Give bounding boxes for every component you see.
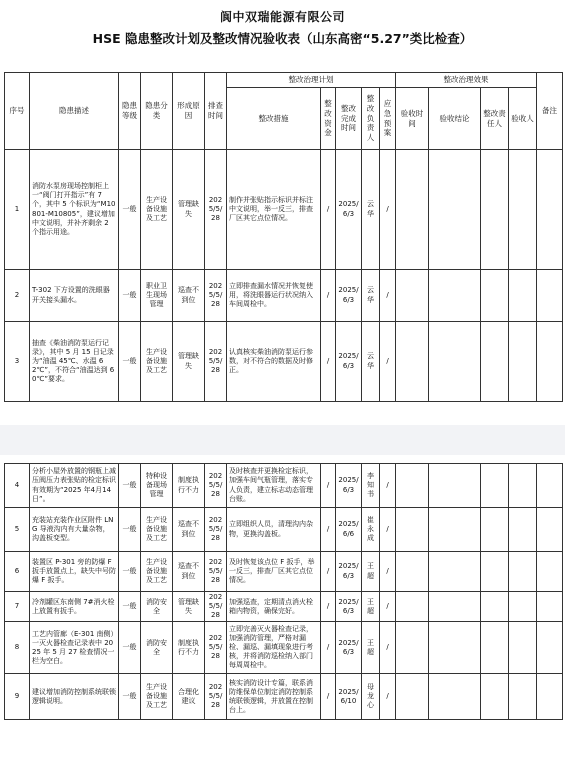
rectification-funds: / — [321, 270, 336, 322]
header-accept-time: 验收时间 — [396, 88, 429, 150]
table-body-page-1 — [5, 150, 563, 402]
accept-conclusion — [429, 552, 481, 592]
header-acceptor: 验收人 — [509, 88, 537, 150]
rectification-funds: / — [321, 322, 336, 402]
accept-conclusion — [429, 622, 481, 674]
acceptor — [509, 552, 537, 592]
check-date: 2025/5/28 — [205, 592, 227, 622]
hazard-category: 特种设备现场管理 — [141, 464, 173, 508]
hazard-category: 消防安全 — [141, 622, 173, 674]
table-row — [5, 464, 563, 508]
rectification-measure: 及时恢复该点位 F 扳手，举一反三，排查厂区其它点位情况。 — [227, 552, 321, 592]
accept-time — [396, 674, 429, 720]
header-emergency: 应急预案 — [380, 88, 396, 150]
check-date: 2025/5/28 — [205, 622, 227, 674]
table-row — [5, 622, 563, 674]
responsible-person: 王超 — [362, 622, 380, 674]
remark — [537, 592, 563, 622]
accept-conclusion — [429, 322, 481, 402]
emergency-plan: / — [380, 508, 396, 552]
effect-owner — [481, 552, 509, 592]
check-date: 2025/5/28 — [205, 674, 227, 720]
hazard-level: 一般 — [119, 464, 141, 508]
rectification-measure: 加强巡查，定期清点消火栓箱内物资，确保完好。 — [227, 592, 321, 622]
hazard-category: 生产设备设施及工艺 — [141, 674, 173, 720]
hazard-level: 一般 — [119, 150, 141, 270]
accept-time — [396, 150, 429, 270]
acceptor — [509, 270, 537, 322]
hazard-cause: 管理缺失 — [173, 150, 205, 270]
company-name: 阆中双瑞能源有限公司 — [219, 10, 345, 24]
hazard-description: 充装站充装作业区附件 LNG 导液沟内有大量杂物，沟盖板变型。 — [30, 508, 119, 552]
effect-owner — [481, 464, 509, 508]
hazard-cause: 合理化建议 — [173, 674, 205, 720]
header-level: 隐患等级 — [119, 73, 141, 150]
table-row — [5, 592, 563, 622]
emergency-plan: / — [380, 674, 396, 720]
effect-owner — [481, 508, 509, 552]
hazard-description: 消防水泵房现场控制柜上一“阀门打开指示”有 7 个，其中 5 个标识为“M10801-M10805”，建议增加中文说明，并补齐剩余 2 个指示用途。 — [30, 150, 119, 270]
finish-date: 2025/6/3 — [336, 464, 362, 508]
accept-time — [396, 592, 429, 622]
rectification-funds: / — [321, 508, 336, 552]
hazard-level: 一般 — [119, 322, 141, 402]
hazard-level: 一般 — [119, 674, 141, 720]
header-row-1 — [5, 73, 563, 88]
rectification-funds: / — [321, 150, 336, 270]
hazard-level: 一般 — [119, 622, 141, 674]
hazard-category: 生产设备设施及工艺 — [141, 508, 173, 552]
check-date: 2025/5/28 — [205, 150, 227, 270]
rectification-funds: / — [321, 552, 336, 592]
check-date: 2025/5/28 — [205, 270, 227, 322]
accept-time — [396, 552, 429, 592]
table-row — [5, 674, 563, 720]
hazard-description: 工艺内管廊（E-301 南侧）一灭火器检查记录表中 2025 年 5 月 27 检查情况一栏为空白。 — [30, 622, 119, 674]
rectification-measure: 核实消防设计专篇，联系消防维保单位制定消防控制系统联锁逻辑，并放置在控制台上。 — [227, 674, 321, 720]
accept-conclusion — [429, 592, 481, 622]
emergency-plan: / — [380, 270, 396, 322]
header-check-time: 排查时间 — [205, 73, 227, 150]
remark — [537, 322, 563, 402]
table-row — [5, 552, 563, 592]
document-title: HSE 隐患整改计划及整改情况验收表（山东高密“5.27”类比检查） — [92, 31, 473, 46]
header-measures: 整改措施 — [227, 88, 321, 150]
hazard-category: 生产设备设施及工艺 — [141, 322, 173, 402]
header-effect-owner: 整改责任人 — [481, 88, 509, 150]
table-row — [5, 322, 563, 402]
rectification-funds: / — [321, 622, 336, 674]
remark — [537, 622, 563, 674]
accept-conclusion — [429, 150, 481, 270]
row-number: 4 — [5, 464, 30, 508]
effect-owner — [481, 592, 509, 622]
finish-date: 2025/6/3 — [336, 150, 362, 270]
hazard-table-page-1 — [4, 72, 563, 402]
emergency-plan: / — [380, 464, 396, 508]
rectification-measure: 立即完善灭火器检查记录，加强消防管理，严格对漏检、漏巡、漏填现象进行考核，并将消防巡检纳入部门每周周检中。 — [227, 622, 321, 674]
acceptor — [509, 592, 537, 622]
responsible-person: 王超 — [362, 552, 380, 592]
responsible-person: 王超 — [362, 592, 380, 622]
emergency-plan: / — [380, 322, 396, 402]
table-body-page-2 — [5, 464, 563, 720]
check-date: 2025/5/28 — [205, 552, 227, 592]
finish-date: 2025/6/3 — [336, 552, 362, 592]
hazard-table-page-2 — [4, 463, 563, 720]
hazard-cause: 巡查不到位 — [173, 270, 205, 322]
hazard-category: 生产设备设施及工艺 — [141, 150, 173, 270]
finish-date: 2025/6/3 — [336, 592, 362, 622]
table-row — [5, 150, 563, 270]
accept-time — [396, 270, 429, 322]
finish-date: 2025/6/3 — [336, 270, 362, 322]
hazard-cause: 巡查不到位 — [173, 552, 205, 592]
header-cause: 形成原因 — [173, 73, 205, 150]
acceptor — [509, 622, 537, 674]
finish-date: 2025/6/6 — [336, 508, 362, 552]
header-accept-conclusion: 验收结论 — [429, 88, 481, 150]
hazard-level: 一般 — [119, 508, 141, 552]
rectification-measure: 制作并张贴指示标识并标注中文说明，举一反三，排查厂区其它点位情况。 — [227, 150, 321, 270]
table-row — [5, 508, 563, 552]
remark — [537, 270, 563, 322]
emergency-plan: / — [380, 592, 396, 622]
effect-owner — [481, 622, 509, 674]
check-date: 2025/5/28 — [205, 464, 227, 508]
header-seq: 序号 — [5, 73, 30, 150]
hazard-level: 一般 — [119, 552, 141, 592]
hazard-description: 装置区 P-301 旁的防爆 F 扳手放置点上，缺失中号防爆 F 扳手。 — [30, 552, 119, 592]
emergency-plan: / — [380, 150, 396, 270]
rectification-measure: 立即组织人员，清理沟内杂物，更换沟盖板。 — [227, 508, 321, 552]
header-effect-group: 整改治理效果 — [396, 73, 537, 88]
accept-conclusion — [429, 464, 481, 508]
responsible-person: 云华 — [362, 270, 380, 322]
emergency-plan: / — [380, 622, 396, 674]
effect-owner — [481, 674, 509, 720]
row-number: 5 — [5, 508, 30, 552]
responsible-person: 云华 — [362, 150, 380, 270]
page-2 — [0, 455, 565, 768]
accept-conclusion — [429, 508, 481, 552]
remark — [537, 508, 563, 552]
rectification-measure: 及时核查并更换检定标识，加强车间气瓶管理，落实专人负责，建立标志动态管理台账。 — [227, 464, 321, 508]
hazard-description: 分析小屋外放置的钢瓶上减压阀压力表张贴的检定标识有效期为“2025 年4月14日”。 — [30, 464, 119, 508]
finish-date: 2025/6/10 — [336, 674, 362, 720]
responsible-person: 李知书 — [362, 464, 380, 508]
row-number: 7 — [5, 592, 30, 622]
acceptor — [509, 464, 537, 508]
accept-time — [396, 322, 429, 402]
row-number: 9 — [5, 674, 30, 720]
acceptor — [509, 508, 537, 552]
rectification-funds: / — [321, 674, 336, 720]
remark — [537, 150, 563, 270]
accept-time — [396, 622, 429, 674]
check-date: 2025/5/28 — [205, 322, 227, 402]
hazard-description: T-302 下方设置的洗眼器开关接头漏水。 — [30, 270, 119, 322]
effect-owner — [481, 322, 509, 402]
rectification-funds: / — [321, 592, 336, 622]
hazard-category: 职业卫生现场管理 — [141, 270, 173, 322]
rectification-funds: / — [321, 464, 336, 508]
hazard-level: 一般 — [119, 592, 141, 622]
hazard-description: 建议增加消防控制系统联锁逻辑说明。 — [30, 674, 119, 720]
acceptor — [509, 674, 537, 720]
header-finish-time: 整改完成时间 — [336, 88, 362, 150]
header-category: 隐患分类 — [141, 73, 173, 150]
hazard-cause: 制度执行不力 — [173, 464, 205, 508]
row-number: 1 — [5, 150, 30, 270]
hazard-level: 一般 — [119, 270, 141, 322]
rectification-measure: 立即排查漏水情况并恢复使用，将洗眼器运行状况纳入车间周检中。 — [227, 270, 321, 322]
responsible-person: 云华 — [362, 322, 380, 402]
header-desc: 隐患描述 — [30, 73, 119, 150]
row-number: 3 — [5, 322, 30, 402]
accept-time — [396, 508, 429, 552]
row-number: 6 — [5, 552, 30, 592]
remark — [537, 674, 563, 720]
header-funds: 整改资金 — [321, 88, 336, 150]
emergency-plan: / — [380, 552, 396, 592]
hazard-category: 消防安全 — [141, 592, 173, 622]
header-plan-group: 整改治理计划 — [227, 73, 396, 88]
responsible-person: 崔永成 — [362, 508, 380, 552]
remark — [537, 464, 563, 508]
row-number: 2 — [5, 270, 30, 322]
finish-date: 2025/6/3 — [336, 322, 362, 402]
rectification-measure: 认真核实柴油消防泵运行参数，对不符合的数据及时修正。 — [227, 322, 321, 402]
hazard-description: 抽查《柴油消防泵运行记录》，其中 5 月 15 日记录为“油温 45℃、水温 62℃”，不符合“油温达到 60℃”要求。 — [30, 322, 119, 402]
table-row — [5, 270, 563, 322]
effect-owner — [481, 270, 509, 322]
hazard-category: 生产设备设施及工艺 — [141, 552, 173, 592]
header-owner: 整改负责人 — [362, 88, 380, 150]
remark — [537, 552, 563, 592]
responsible-person: 母龙心 — [362, 674, 380, 720]
accept-conclusion — [429, 674, 481, 720]
hazard-description: 冷剂罐区东南侧 7#消火栓上放置有扳手。 — [30, 592, 119, 622]
acceptor — [509, 322, 537, 402]
accept-conclusion — [429, 270, 481, 322]
hazard-cause: 管理缺失 — [173, 322, 205, 402]
acceptor — [509, 150, 537, 270]
accept-time — [396, 464, 429, 508]
effect-owner — [481, 150, 509, 270]
header-remark: 备注 — [537, 73, 563, 150]
hazard-cause: 制度执行不力 — [173, 622, 205, 674]
row-number: 8 — [5, 622, 30, 674]
hazard-cause: 巡查不到位 — [173, 508, 205, 552]
finish-date: 2025/6/3 — [336, 622, 362, 674]
hazard-cause: 管理缺失 — [173, 592, 205, 622]
check-date: 2025/5/28 — [205, 508, 227, 552]
